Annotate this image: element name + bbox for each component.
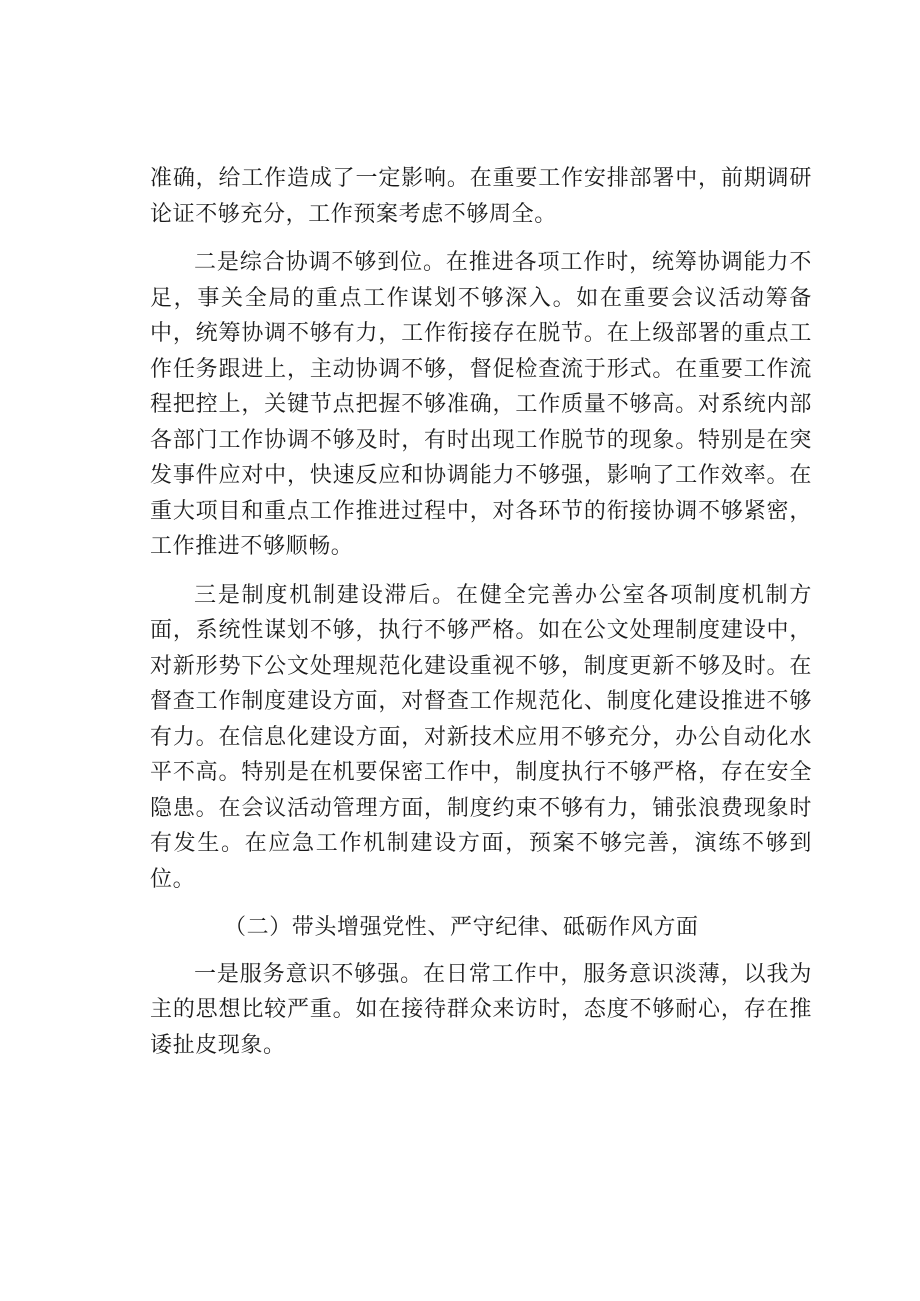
paragraph-item-three: 三是制度机制建设滞后。在健全完善办公室各项制度机制方面，系统性谋划不够，执行不够严格。如在公文处理制度建设中，对新形势下公文处理规范化建设重视不够，制度更新不够及时。在督查工作制度建设方面，对督查工作规范化、制度化建设推进不够有力。在信息化建设方面，对新技术应用不够充分，办公自动化水平不高。特别是在机要保密工作中，制度执行不够严格，存在安全隐患。在会议活动管理方面，制度约束不够有力，铺张浪费现象时有发生。在应急工作机制建设方面，预案不够完善，演练不够到位。 — [150, 582, 812, 892]
paragraph-item-two: 二是综合协调不够到位。在推进各项工作时，统筹协调能力不足，事关全局的重点工作谋划不够深入。如在重要会议活动筹备中，统筹协调不够有力，工作衔接存在脱节。在上级部署的重点工作任务跟进上，主动协调不够，督促检查流于形式。在重要工作流程把控上，关键节点把握不够准确，工作质量不够高。对系统内部各部门工作协调不够及时，有时出现工作脱节的现象。特别是在突发事件应对中，快速反应和协调能力不够强，影响了工作效率。在重大项目和重点工作推进过程中，对各环节的衔接协调不够紧密，工作推进不够顺畅。 — [150, 250, 812, 559]
document-body — [150, 161, 812, 1063]
section-heading: （二）带头增强党性、严守纪律、砥砺作风方面 — [224, 915, 699, 940]
paragraph-item-one: 一是服务意识不够强。在日常工作中，服务意识淡薄，以我为主的思想比较严重。如在接待群众来访时，态度不够耐心，存在推诿扯皮现象。 — [150, 961, 812, 1058]
paragraph-continuation: 准确，给工作造成了一定影响。在重要工作安排部署中，前期调研论证不够充分，工作预案考虑不够周全。 — [150, 166, 812, 227]
